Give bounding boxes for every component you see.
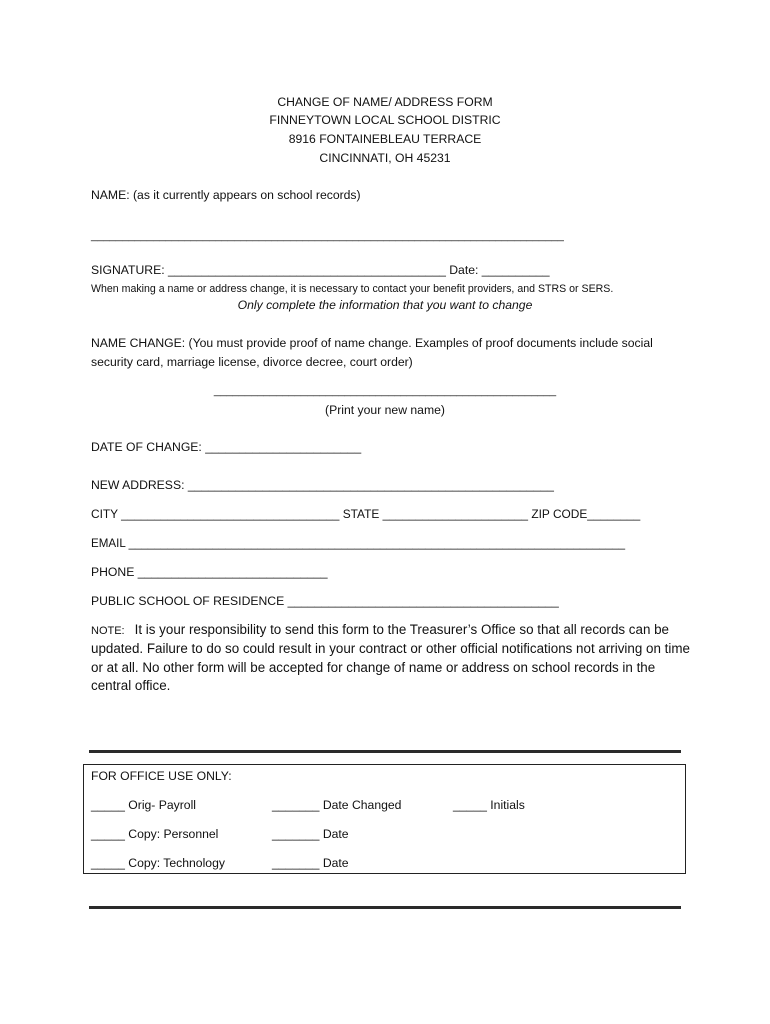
new-address-field[interactable]: NEW ADDRESS: ______________________________________________________: [91, 478, 554, 492]
city-state-zip-field[interactable]: CITY _________________________________ STATE ______________________ ZIP CODE________: [91, 507, 641, 521]
print-new-name-label: (Print your new name): [325, 403, 445, 417]
responsibility-note: [91, 621, 691, 695]
form-title: CHANGE OF NAME/ ADDRESS FORM: [277, 95, 493, 109]
district-name: FINNEYTOWN LOCAL SCHOOL DISTRIC: [269, 113, 501, 127]
phone-field[interactable]: PHONE ____________________________: [91, 565, 328, 579]
public-school-field[interactable]: PUBLIC SCHOOL OF RESIDENCE ________________________________________: [91, 594, 559, 608]
district-city: CINCINNATI, OH 45231: [319, 151, 451, 165]
personnel-date-field[interactable]: _______ Date: [272, 827, 349, 841]
current-name-label: NAME: (as it currently appears on school records): [91, 188, 361, 202]
technology-date-field[interactable]: _______ Date: [272, 856, 349, 870]
copy-technology-field[interactable]: _____ Copy: Technology: [91, 856, 225, 870]
new-name-field[interactable]: _______________________________________________________: [213, 385, 557, 397]
date-changed-field[interactable]: _______ Date Changed: [272, 798, 402, 812]
office-use-box: [83, 764, 686, 874]
note-text: It is your responsibility to send this form to the Treasurer’s Office so that all records can be updated. Failure to do so could result in your contract or other official notifications not arriving on time or at all. No other form will be accepted for change of name or address on school records in the central office.: [91, 622, 690, 693]
divider-top: [89, 750, 681, 753]
divider-bottom: [89, 906, 681, 909]
email-field[interactable]: EMAIL _____________________________________________________________________________: [91, 537, 626, 550]
office-use-title: FOR OFFICE USE ONLY:: [91, 769, 232, 783]
name-change-instructions: NAME CHANGE: (You must provide proof of name change. Examples of proof documents include social: [91, 336, 653, 350]
name-change-instructions-cont: security card, marriage license, divorce decree, court order): [91, 355, 413, 369]
signature-date-line[interactable]: SIGNATURE: _________________________________________ Date: __________: [91, 263, 550, 277]
date-of-change-field[interactable]: DATE OF CHANGE: _______________________: [91, 440, 362, 454]
initials-field[interactable]: _____ Initials: [453, 798, 525, 812]
only-complete-note: Only complete the information that you want to change: [237, 298, 533, 312]
current-name-field[interactable]: ____________________________________________________________________________: [91, 230, 564, 242]
orig-payroll-field[interactable]: _____ Orig- Payroll: [91, 798, 196, 812]
copy-personnel-field[interactable]: _____ Copy: Personnel: [91, 827, 219, 841]
district-street: 8916 FONTAINEBLEAU TERRACE: [288, 132, 482, 146]
note-label: NOTE:: [91, 625, 125, 637]
benefit-providers-note: When making a name or address change, it is necessary to contact your benefit providers, and STRS or SERS.: [91, 283, 614, 295]
